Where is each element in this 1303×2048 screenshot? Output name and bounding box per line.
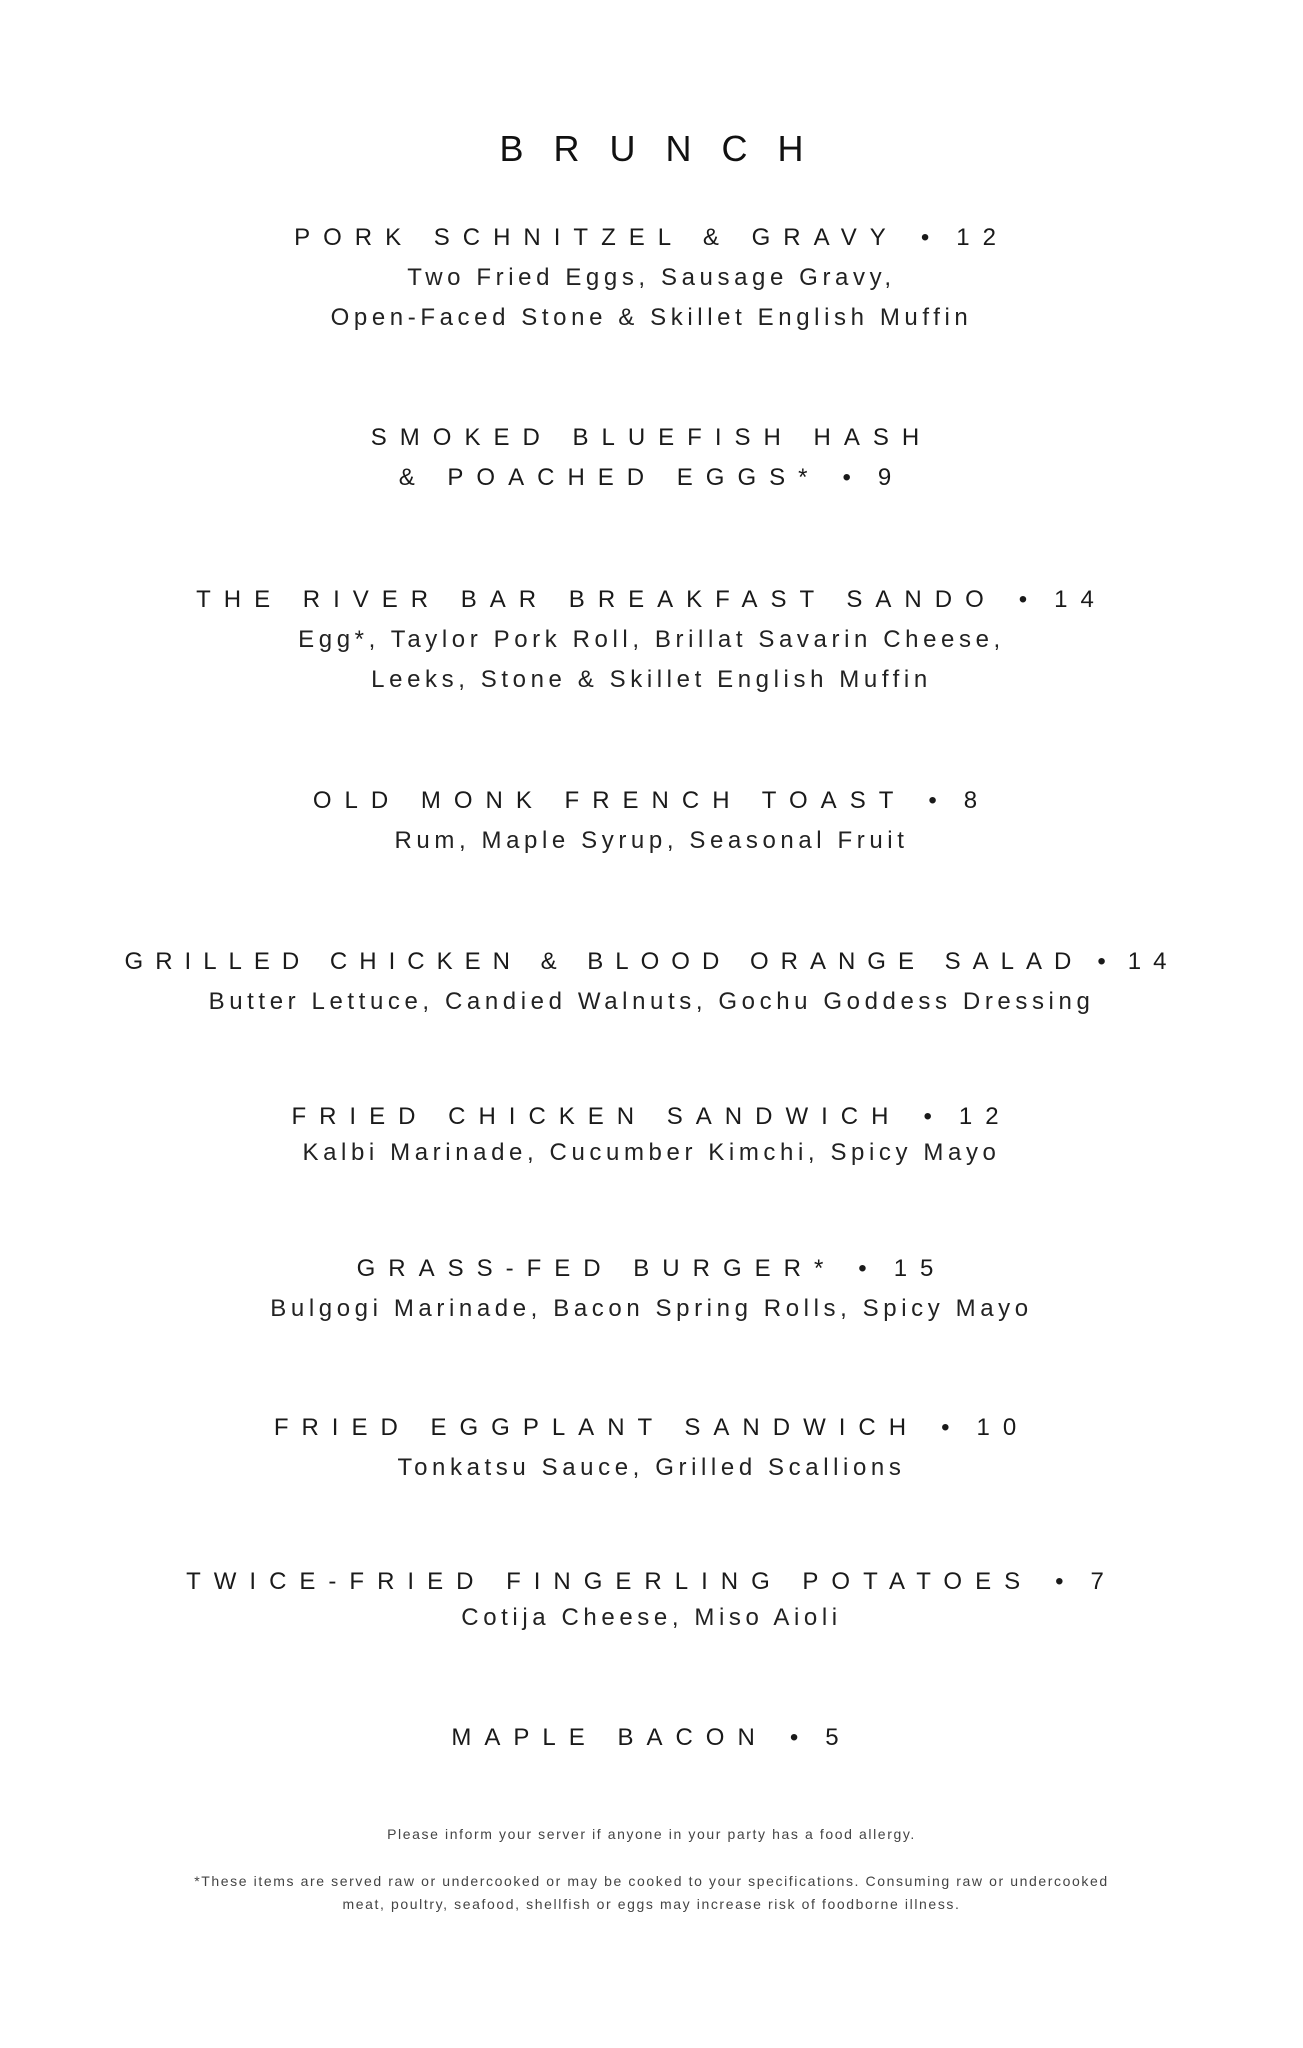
menu-item-description: Open-Faced Stone & Skillet English Muffin <box>330 304 973 331</box>
menu-item-name: GRASS-FED BURGER* <box>356 1255 837 1282</box>
raw-food-warning-line: meat, poultry, seafood, shellfish or eggs may increase risk of foodborne illness. <box>342 1896 961 1912</box>
menu-item-name: SMOKED BLUEFISH HASH <box>370 424 933 451</box>
menu-item-description: Egg*, Taylor Pork Roll, Brillat Savarin Cheese, <box>298 626 1005 653</box>
menu-item-description: Cotija Cheese, Miso Aioli <box>461 1604 842 1631</box>
menu-item-price: 9 <box>877 464 905 491</box>
menu-item <box>0 418 1303 498</box>
menu-item <box>0 1562 1303 1634</box>
menu-item-heading <box>0 1718 1303 1758</box>
menu-item <box>0 218 1303 338</box>
separator-dot: • <box>1055 1568 1077 1595</box>
menu-item-heading <box>0 942 1303 982</box>
page-title: BRUNCH <box>499 128 834 169</box>
menu-item-heading <box>0 580 1303 620</box>
separator-dot: • <box>842 464 864 491</box>
menu-item <box>0 1097 1303 1169</box>
menu-item-price: 14 <box>1054 586 1107 613</box>
menu-item-name: TWICE-FRIED FINGERLING POTATOES <box>186 1568 1034 1595</box>
menu-item-price: 10 <box>976 1414 1030 1441</box>
menu-item-name: FRIED CHICKEN SANDWICH <box>291 1103 902 1130</box>
menu-item-name: FRIED EGGPLANT SANDWICH <box>273 1414 920 1441</box>
menu-item-heading <box>0 458 1303 498</box>
raw-food-warning-line: *These items are served raw or undercooked or may be cooked to your specifications. Consuming raw or undercooked <box>194 1873 1109 1889</box>
menu-item-description: Bulgogi Marinade, Bacon Spring Rolls, Spicy Mayo <box>270 1295 1033 1322</box>
separator-dot: • <box>941 1414 963 1441</box>
separator-dot: • <box>923 1103 945 1130</box>
menu-item-description: Two Fried Eggs, Sausage Gravy, <box>407 264 896 291</box>
separator-dot: • <box>1097 948 1118 975</box>
menu-item-heading <box>0 1097 1303 1137</box>
separator-dot: • <box>920 224 943 251</box>
menu-item <box>0 1718 1303 1758</box>
menu-item-price: 8 <box>963 787 991 814</box>
allergy-note: Please inform your server if anyone in your party has a food allergy. <box>387 1826 916 1842</box>
separator-dot: • <box>1018 586 1041 613</box>
menu-item-heading <box>0 218 1303 258</box>
menu-item-name: GRILLED CHICKEN & BLOOD ORANGE SALAD <box>124 948 1084 975</box>
menu-item-description: Leeks, Stone & Skillet English Muffin <box>371 666 932 693</box>
menu-item-name: MAPLE BACON <box>451 1724 768 1751</box>
separator-dot: • <box>858 1255 880 1282</box>
menu-item-description: Butter Lettuce, Candied Walnuts, Gochu Goddess Dressing <box>208 988 1095 1015</box>
menu-item-description: Tonkatsu Sauce, Grilled Scallions <box>397 1454 906 1481</box>
menu-item-description: Kalbi Marinade, Cucumber Kimchi, Spicy Mayo <box>302 1139 1001 1166</box>
menu-item <box>0 781 1303 861</box>
menu-item-heading <box>0 1408 1303 1448</box>
menu-item-price: 12 <box>956 224 1009 251</box>
raw-food-warning <box>0 1870 1303 1916</box>
menu-item-price: 12 <box>958 1103 1012 1130</box>
menu-item <box>0 580 1303 700</box>
menu-item <box>0 942 1303 1022</box>
menu-item-price: 14 <box>1127 948 1179 975</box>
menu-item-name: OLD MONK FRENCH TOAST <box>312 787 907 814</box>
menu-item-name: THE RIVER BAR BREAKFAST SANDO <box>196 586 997 613</box>
menu-item-heading <box>0 1249 1303 1289</box>
menu-item-name: PORK SCHNITZEL & GRAVY <box>294 224 899 251</box>
menu-item-heading <box>0 781 1303 821</box>
menu-item-price: 15 <box>893 1255 947 1282</box>
menu-item-price: 5 <box>825 1724 852 1751</box>
menu-item-price: 7 <box>1090 1568 1117 1595</box>
menu-item <box>0 1408 1303 1488</box>
menu-item <box>0 1249 1303 1329</box>
menu-item-name: & POACHED EGGS* <box>398 464 821 491</box>
separator-dot: • <box>789 1724 812 1751</box>
menu-item-heading <box>0 1562 1303 1602</box>
menu-item-description: Rum, Maple Syrup, Seasonal Fruit <box>394 827 909 854</box>
separator-dot: • <box>928 787 950 814</box>
